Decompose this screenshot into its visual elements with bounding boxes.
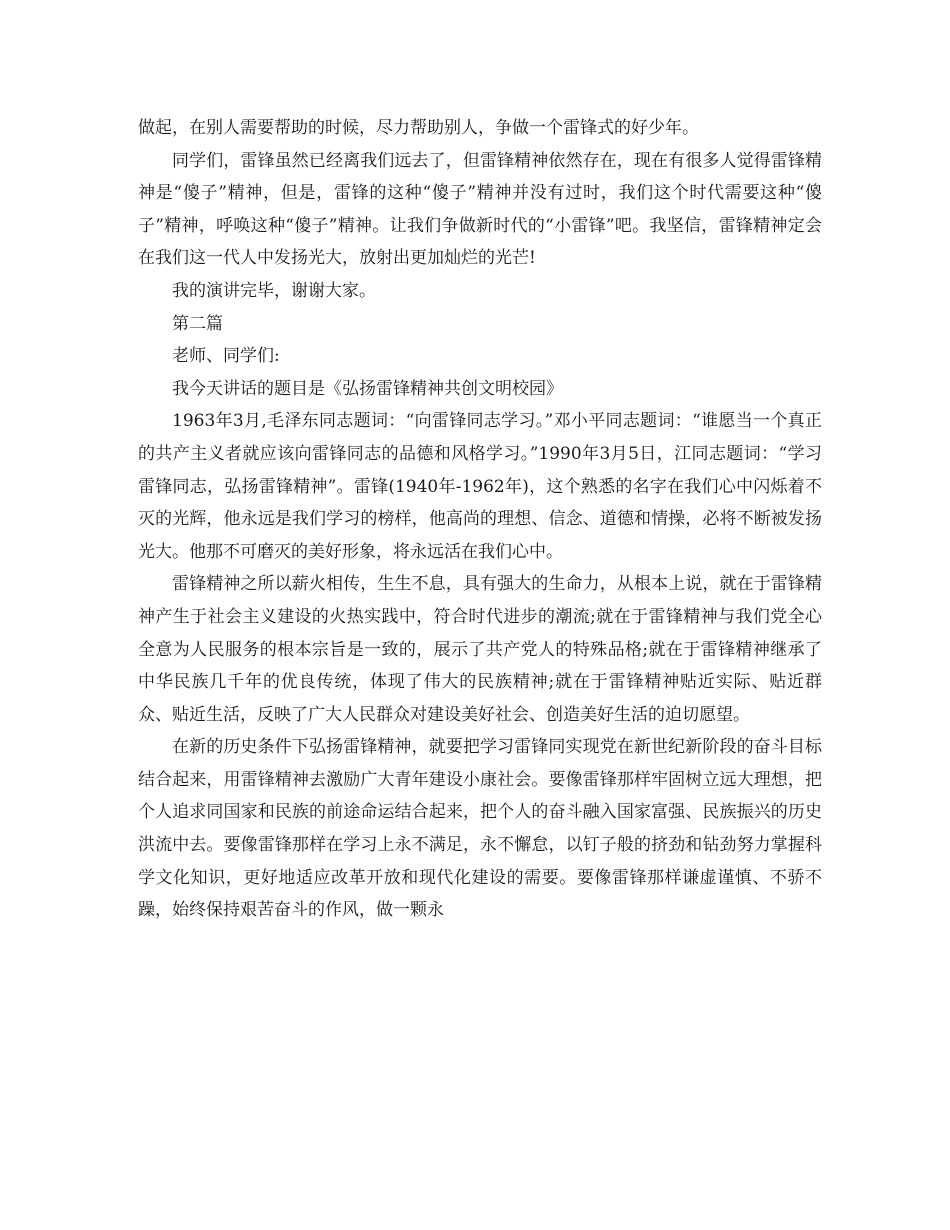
paragraph-2: 同学们，雷锋虽然已经离我们远去了，但雷锋精神依然存在，现在有很多人觉得雷锋精神是“傻子”精神，但是，雷锋的这种“傻子”精神并没有过时，我们这个时代需要这种“傻子”精神，呼唤这种“傻子”精神。让我们争做新时代的“小雷锋”吧。我坚信，雷锋精神定会在我们这一代人中发扬光大，放射出更加灿烂的光芒! [138,150,822,269]
paragraph-4: 雷锋精神之所以薪火相传，生生不息，具有强大的生命力，从根本上说，就在于雷锋精神产生于社会主义建设的火热实践中，符合时代进步的潮流;就在于雷锋精神与我们党全心全意为人民服务的根本宗旨是一致的，展示了共产党人的特殊品格;就在于雷锋精神继承了中华民族几千年的优良传统，体现了伟大的民族精神;就在于雷锋精神贴近实际、贴近群众、贴近生活，反映了广大人民群众对建设美好社会、创造美好生活的迫切愿望。 [138,574,822,725]
paragraph-1: 做起，在别人需要帮助的时候，尽力帮助别人，争做一个雷锋式的好少年。 [138,118,699,138]
salutation: 老师、同学们: [172,346,280,367]
speech-topic: 我今天讲话的题目是《弘扬雷锋精神共创文明校园》 [172,378,563,399]
paragraph-5: 在新的历史条件下弘扬雷锋精神，就要把学习雷锋同实现党在新世纪新阶段的奋斗目标结合起来，用雷锋精神去激励广大青年建设小康社会。要像雷锋那样牢固树立远大理想，把个人追求同国家和民族的前途命运结合起来，把个人的奋斗融入国家富强、民族振兴的历史洪流中去。要像雷锋那样在学习上永不满足，永不懈怠，以钉子般的挤劲和钻劲努力掌握科学文化知识，更好地适应改革开放和现代化建设的需要。要像雷锋那样谦虚谨慎、不骄不躁，始终保持艰苦奋斗的作风，做一颗永 [138,737,822,921]
paragraph-3: 1963年3月,毛泽东同志题词：“向雷锋同志学习。”邓小平同志题词：“谁愿当一个真正的共产主义者就应该向雷锋同志的品德和风格学习。”1990年3月5日，江同志题词：“学习雷锋同志，弘扬雷锋精神”。雷锋(1940年-1962年)，这个熟悉的名字在我们心中闪烁着不灭的光辉，他永远是我们学习的榜样，他高尚的理想、信念、道德和情操，必将不断被发扬光大。他那不可磨灭的美好形象，将永远活在我们心中。 [138,411,822,562]
section-heading: 第二篇 [172,313,223,334]
paragraph-closing: 我的演讲完毕，谢谢大家。 [172,280,376,301]
document-page [138,112,822,927]
